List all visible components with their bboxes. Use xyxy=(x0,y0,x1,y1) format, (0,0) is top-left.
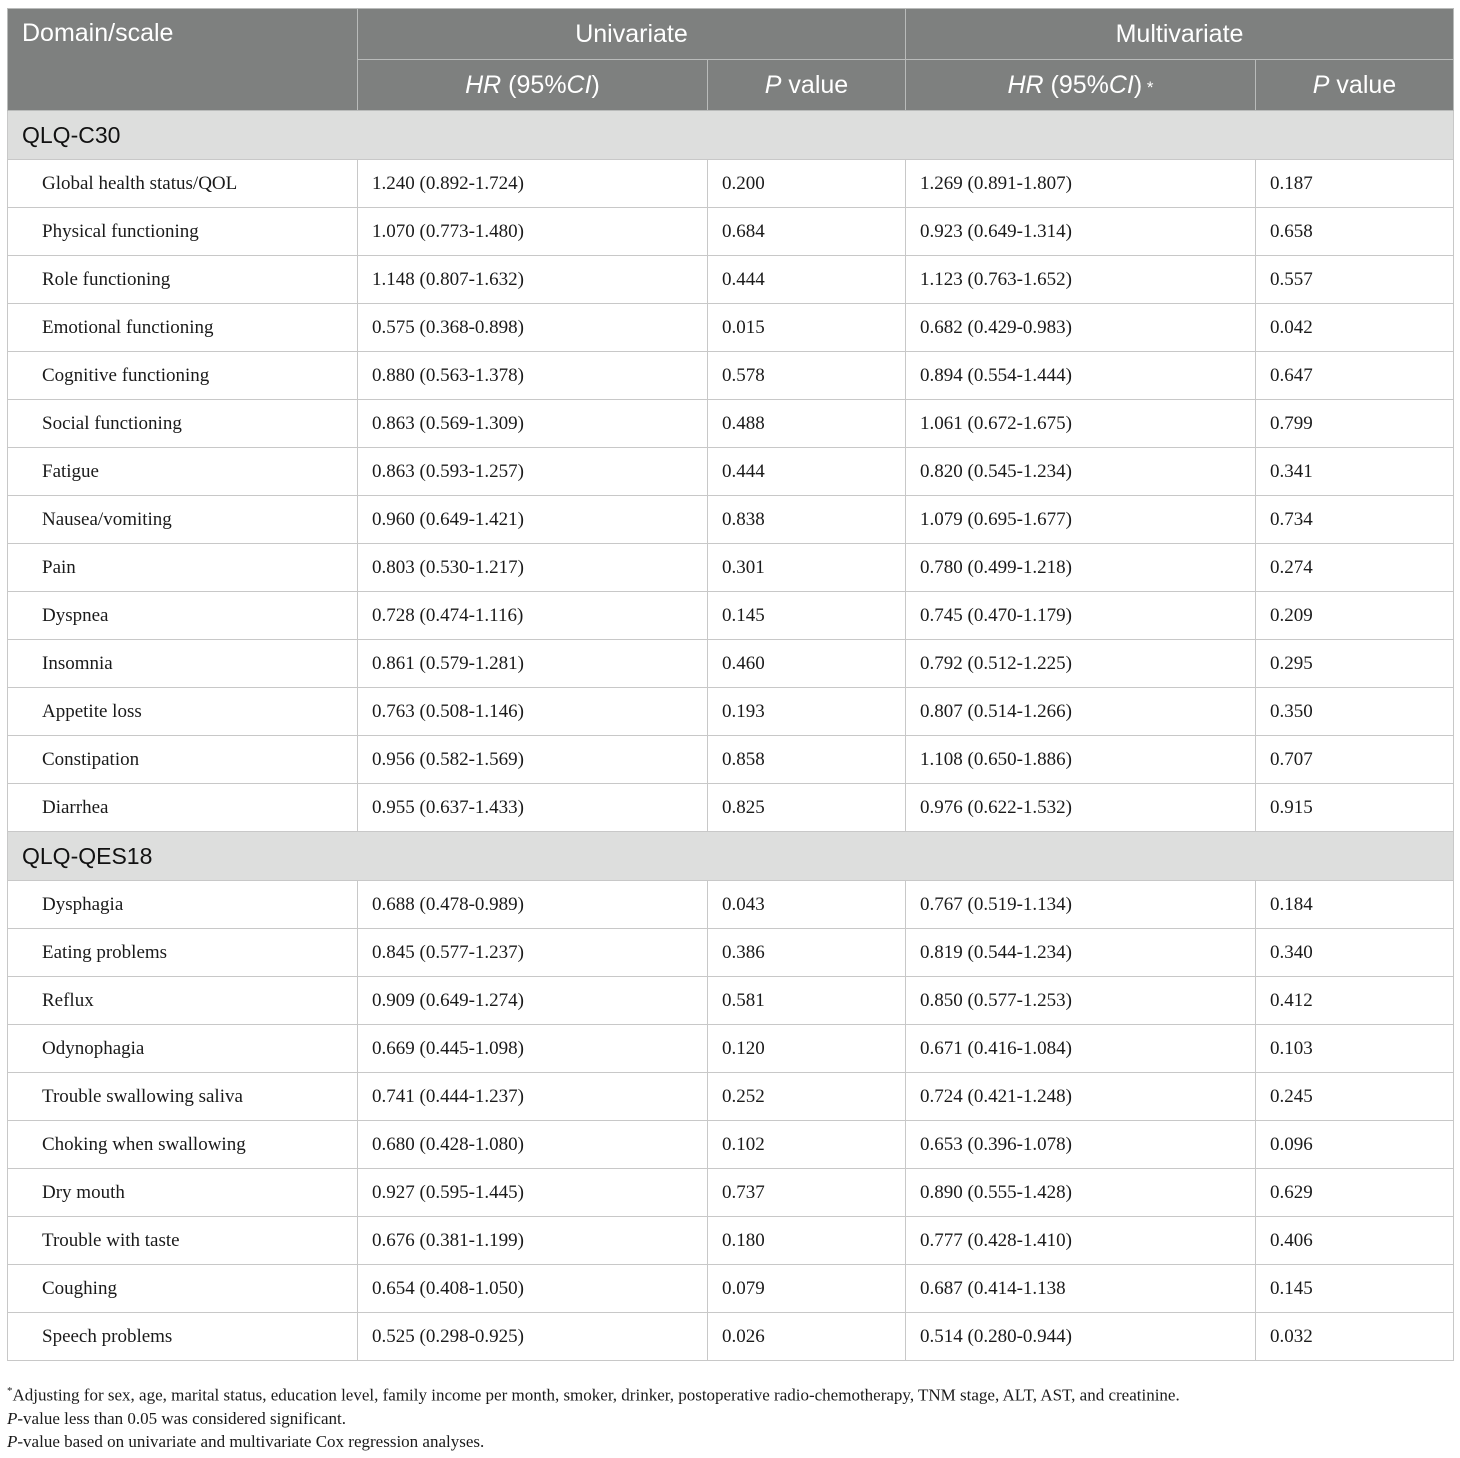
cell-uni-hr: 0.575 (0.368-0.898) xyxy=(358,304,708,352)
table-row xyxy=(8,640,1454,688)
header-multi-p: P value xyxy=(1256,60,1454,111)
cell-uni-p: 0.180 xyxy=(708,1217,906,1265)
table-row xyxy=(8,400,1454,448)
cell-domain: Constipation xyxy=(8,736,358,784)
cell-multi-p: 0.629 xyxy=(1256,1169,1454,1217)
cell-multi-p: 0.915 xyxy=(1256,784,1454,832)
cell-domain: Cognitive functioning xyxy=(8,352,358,400)
table-row xyxy=(8,1073,1454,1121)
cell-multi-hr: 1.269 (0.891-1.807) xyxy=(906,160,1256,208)
footnote-adjust: *Adjusting for sex, age, marital status, education level, family income per month, smoker, drinker, postoperative radio-chemotherapy, TNM stage, ALT, AST, and creatinine. xyxy=(7,1385,1180,1405)
footnote-significance: P-value less than 0.05 was considered significant. xyxy=(7,1408,346,1428)
cell-uni-p: 0.252 xyxy=(708,1073,906,1121)
cell-multi-p: 0.412 xyxy=(1256,977,1454,1025)
cell-uni-hr: 0.688 (0.478-0.989) xyxy=(358,881,708,929)
table-row xyxy=(8,784,1454,832)
cell-multi-p: 0.734 xyxy=(1256,496,1454,544)
cell-uni-hr: 0.880 (0.563-1.378) xyxy=(358,352,708,400)
cell-multi-p: 0.274 xyxy=(1256,544,1454,592)
table-row xyxy=(8,1313,1454,1361)
cell-uni-hr: 0.654 (0.408-1.050) xyxy=(358,1265,708,1313)
cell-multi-p: 0.340 xyxy=(1256,929,1454,977)
cell-domain: Appetite loss xyxy=(8,688,358,736)
cell-uni-hr: 0.728 (0.474-1.116) xyxy=(358,592,708,640)
cell-multi-p: 0.557 xyxy=(1256,256,1454,304)
cell-domain: Eating problems xyxy=(8,929,358,977)
cell-uni-hr: 0.845 (0.577-1.237) xyxy=(358,929,708,977)
cell-domain: Trouble swallowing saliva xyxy=(8,1073,358,1121)
cell-uni-p: 0.737 xyxy=(708,1169,906,1217)
cell-uni-p: 0.102 xyxy=(708,1121,906,1169)
cell-uni-p: 0.301 xyxy=(708,544,906,592)
table-row xyxy=(8,496,1454,544)
cell-uni-hr: 0.803 (0.530-1.217) xyxy=(358,544,708,592)
cell-uni-p: 0.838 xyxy=(708,496,906,544)
cell-uni-hr: 0.861 (0.579-1.281) xyxy=(358,640,708,688)
table-row xyxy=(8,977,1454,1025)
header-domain: Domain/scale xyxy=(8,9,358,111)
cell-uni-hr: 0.909 (0.649-1.274) xyxy=(358,977,708,1025)
cell-multi-hr: 0.777 (0.428-1.410) xyxy=(906,1217,1256,1265)
table-row xyxy=(8,1025,1454,1073)
cell-uni-p: 0.581 xyxy=(708,977,906,1025)
cell-domain: Trouble with taste xyxy=(8,1217,358,1265)
cell-multi-hr: 0.724 (0.421-1.248) xyxy=(906,1073,1256,1121)
cell-multi-hr: 0.850 (0.577-1.253) xyxy=(906,977,1256,1025)
cell-domain: Odynophagia xyxy=(8,1025,358,1073)
cell-uni-p: 0.578 xyxy=(708,352,906,400)
section-title: QLQ-QES18 xyxy=(8,832,1454,881)
cell-multi-p: 0.187 xyxy=(1256,160,1454,208)
cell-multi-hr: 1.061 (0.672-1.675) xyxy=(906,400,1256,448)
cell-domain: Emotional functioning xyxy=(8,304,358,352)
section-row xyxy=(8,111,1454,160)
cell-domain: Pain xyxy=(8,544,358,592)
header-multivariate: Multivariate xyxy=(906,9,1454,60)
cell-uni-p: 0.444 xyxy=(708,256,906,304)
cell-uni-hr: 0.955 (0.637-1.433) xyxy=(358,784,708,832)
cell-uni-hr: 0.960 (0.649-1.421) xyxy=(358,496,708,544)
cell-domain: Fatigue xyxy=(8,448,358,496)
cell-multi-hr: 0.671 (0.416-1.084) xyxy=(906,1025,1256,1073)
cell-domain: Reflux xyxy=(8,977,358,1025)
cell-multi-hr: 0.687 (0.414-1.138 xyxy=(906,1265,1256,1313)
header-multi-hr: HR (95%CI) * xyxy=(906,60,1256,111)
cell-uni-hr: 1.148 (0.807-1.632) xyxy=(358,256,708,304)
cell-multi-hr: 1.079 (0.695-1.677) xyxy=(906,496,1256,544)
cell-uni-p: 0.858 xyxy=(708,736,906,784)
table-row xyxy=(8,929,1454,977)
cell-multi-p: 0.341 xyxy=(1256,448,1454,496)
footnote-method: P-value based on univariate and multivariate Cox regression analyses. xyxy=(7,1431,485,1451)
cell-multi-p: 0.145 xyxy=(1256,1265,1454,1313)
cell-multi-p: 0.350 xyxy=(1256,688,1454,736)
cell-uni-p: 0.145 xyxy=(708,592,906,640)
cell-multi-p: 0.799 xyxy=(1256,400,1454,448)
cell-domain: Physical functioning xyxy=(8,208,358,256)
cell-uni-p: 0.684 xyxy=(708,208,906,256)
cell-uni-p: 0.026 xyxy=(708,1313,906,1361)
cell-uni-hr: 0.741 (0.444-1.237) xyxy=(358,1073,708,1121)
cell-uni-p: 0.488 xyxy=(708,400,906,448)
cell-multi-hr: 1.123 (0.763-1.652) xyxy=(906,256,1256,304)
cell-multi-hr: 0.820 (0.545-1.234) xyxy=(906,448,1256,496)
cell-domain: Insomnia xyxy=(8,640,358,688)
cell-uni-p: 0.444 xyxy=(708,448,906,496)
cell-uni-p: 0.043 xyxy=(708,881,906,929)
table-row xyxy=(8,1169,1454,1217)
cell-multi-p: 0.096 xyxy=(1256,1121,1454,1169)
section-row xyxy=(8,832,1454,881)
cell-uni-hr: 0.680 (0.428-1.080) xyxy=(358,1121,708,1169)
cell-uni-hr: 0.763 (0.508-1.146) xyxy=(358,688,708,736)
footnotes xyxy=(7,1380,1180,1453)
cell-domain: Coughing xyxy=(8,1265,358,1313)
cell-uni-hr: 0.863 (0.569-1.309) xyxy=(358,400,708,448)
cell-multi-p: 0.647 xyxy=(1256,352,1454,400)
cell-uni-hr: 0.927 (0.595-1.445) xyxy=(358,1169,708,1217)
hazard-ratio-table xyxy=(7,8,1454,1361)
cell-multi-p: 0.042 xyxy=(1256,304,1454,352)
cell-uni-hr: 1.070 (0.773-1.480) xyxy=(358,208,708,256)
cell-multi-hr: 0.780 (0.499-1.218) xyxy=(906,544,1256,592)
cell-domain: Diarrhea xyxy=(8,784,358,832)
table-body xyxy=(8,111,1454,1361)
cell-multi-p: 0.209 xyxy=(1256,592,1454,640)
cell-multi-hr: 0.514 (0.280-0.944) xyxy=(906,1313,1256,1361)
cell-multi-hr: 0.923 (0.649-1.314) xyxy=(906,208,1256,256)
cell-multi-hr: 0.890 (0.555-1.428) xyxy=(906,1169,1256,1217)
cell-multi-hr: 0.976 (0.622-1.532) xyxy=(906,784,1256,832)
cell-uni-hr: 1.240 (0.892-1.724) xyxy=(358,160,708,208)
cell-domain: Nausea/vomiting xyxy=(8,496,358,544)
cell-uni-hr: 0.525 (0.298-0.925) xyxy=(358,1313,708,1361)
table-row xyxy=(8,592,1454,640)
cell-domain: Social functioning xyxy=(8,400,358,448)
table-row xyxy=(8,881,1454,929)
cell-multi-p: 0.707 xyxy=(1256,736,1454,784)
cell-uni-p: 0.825 xyxy=(708,784,906,832)
table-row xyxy=(8,1217,1454,1265)
section-title: QLQ-C30 xyxy=(8,111,1454,160)
cell-multi-p: 0.184 xyxy=(1256,881,1454,929)
cell-domain: Speech problems xyxy=(8,1313,358,1361)
header-univariate: Univariate xyxy=(358,9,906,60)
cell-uni-p: 0.015 xyxy=(708,304,906,352)
cell-domain: Choking when swallowing xyxy=(8,1121,358,1169)
cell-multi-hr: 0.745 (0.470-1.179) xyxy=(906,592,1256,640)
results-table-container xyxy=(7,8,1453,1361)
cell-multi-p: 0.295 xyxy=(1256,640,1454,688)
cell-multi-hr: 0.894 (0.554-1.444) xyxy=(906,352,1256,400)
table-row xyxy=(8,1121,1454,1169)
header-uni-hr: HR (95%CI) xyxy=(358,60,708,111)
table-row xyxy=(8,160,1454,208)
table-row xyxy=(8,304,1454,352)
cell-multi-p: 0.245 xyxy=(1256,1073,1454,1121)
cell-domain: Dysphagia xyxy=(8,881,358,929)
header-row-1 xyxy=(8,9,1454,60)
cell-uni-p: 0.200 xyxy=(708,160,906,208)
table-row xyxy=(8,544,1454,592)
table-row xyxy=(8,448,1454,496)
cell-domain: Dyspnea xyxy=(8,592,358,640)
cell-uni-p: 0.079 xyxy=(708,1265,906,1313)
table-row xyxy=(8,736,1454,784)
cell-uni-hr: 0.863 (0.593-1.257) xyxy=(358,448,708,496)
cell-domain: Global health status/QOL xyxy=(8,160,358,208)
cell-domain: Role functioning xyxy=(8,256,358,304)
cell-multi-hr: 0.819 (0.544-1.234) xyxy=(906,929,1256,977)
cell-uni-p: 0.386 xyxy=(708,929,906,977)
cell-multi-p: 0.406 xyxy=(1256,1217,1454,1265)
cell-multi-p: 0.032 xyxy=(1256,1313,1454,1361)
cell-multi-p: 0.103 xyxy=(1256,1025,1454,1073)
header-uni-p: P value xyxy=(708,60,906,111)
table-row xyxy=(8,352,1454,400)
cell-uni-hr: 0.956 (0.582-1.569) xyxy=(358,736,708,784)
cell-multi-hr: 0.653 (0.396-1.078) xyxy=(906,1121,1256,1169)
cell-multi-p: 0.658 xyxy=(1256,208,1454,256)
table-row xyxy=(8,1265,1454,1313)
cell-uni-p: 0.120 xyxy=(708,1025,906,1073)
cell-multi-hr: 0.682 (0.429-0.983) xyxy=(906,304,1256,352)
cell-multi-hr: 0.807 (0.514-1.266) xyxy=(906,688,1256,736)
cell-uni-hr: 0.669 (0.445-1.098) xyxy=(358,1025,708,1073)
cell-uni-p: 0.460 xyxy=(708,640,906,688)
cell-uni-p: 0.193 xyxy=(708,688,906,736)
cell-multi-hr: 1.108 (0.650-1.886) xyxy=(906,736,1256,784)
cell-domain: Dry mouth xyxy=(8,1169,358,1217)
cell-multi-hr: 0.767 (0.519-1.134) xyxy=(906,881,1256,929)
table-row xyxy=(8,688,1454,736)
table-row xyxy=(8,256,1454,304)
cell-uni-hr: 0.676 (0.381-1.199) xyxy=(358,1217,708,1265)
table-row xyxy=(8,208,1454,256)
cell-multi-hr: 0.792 (0.512-1.225) xyxy=(906,640,1256,688)
